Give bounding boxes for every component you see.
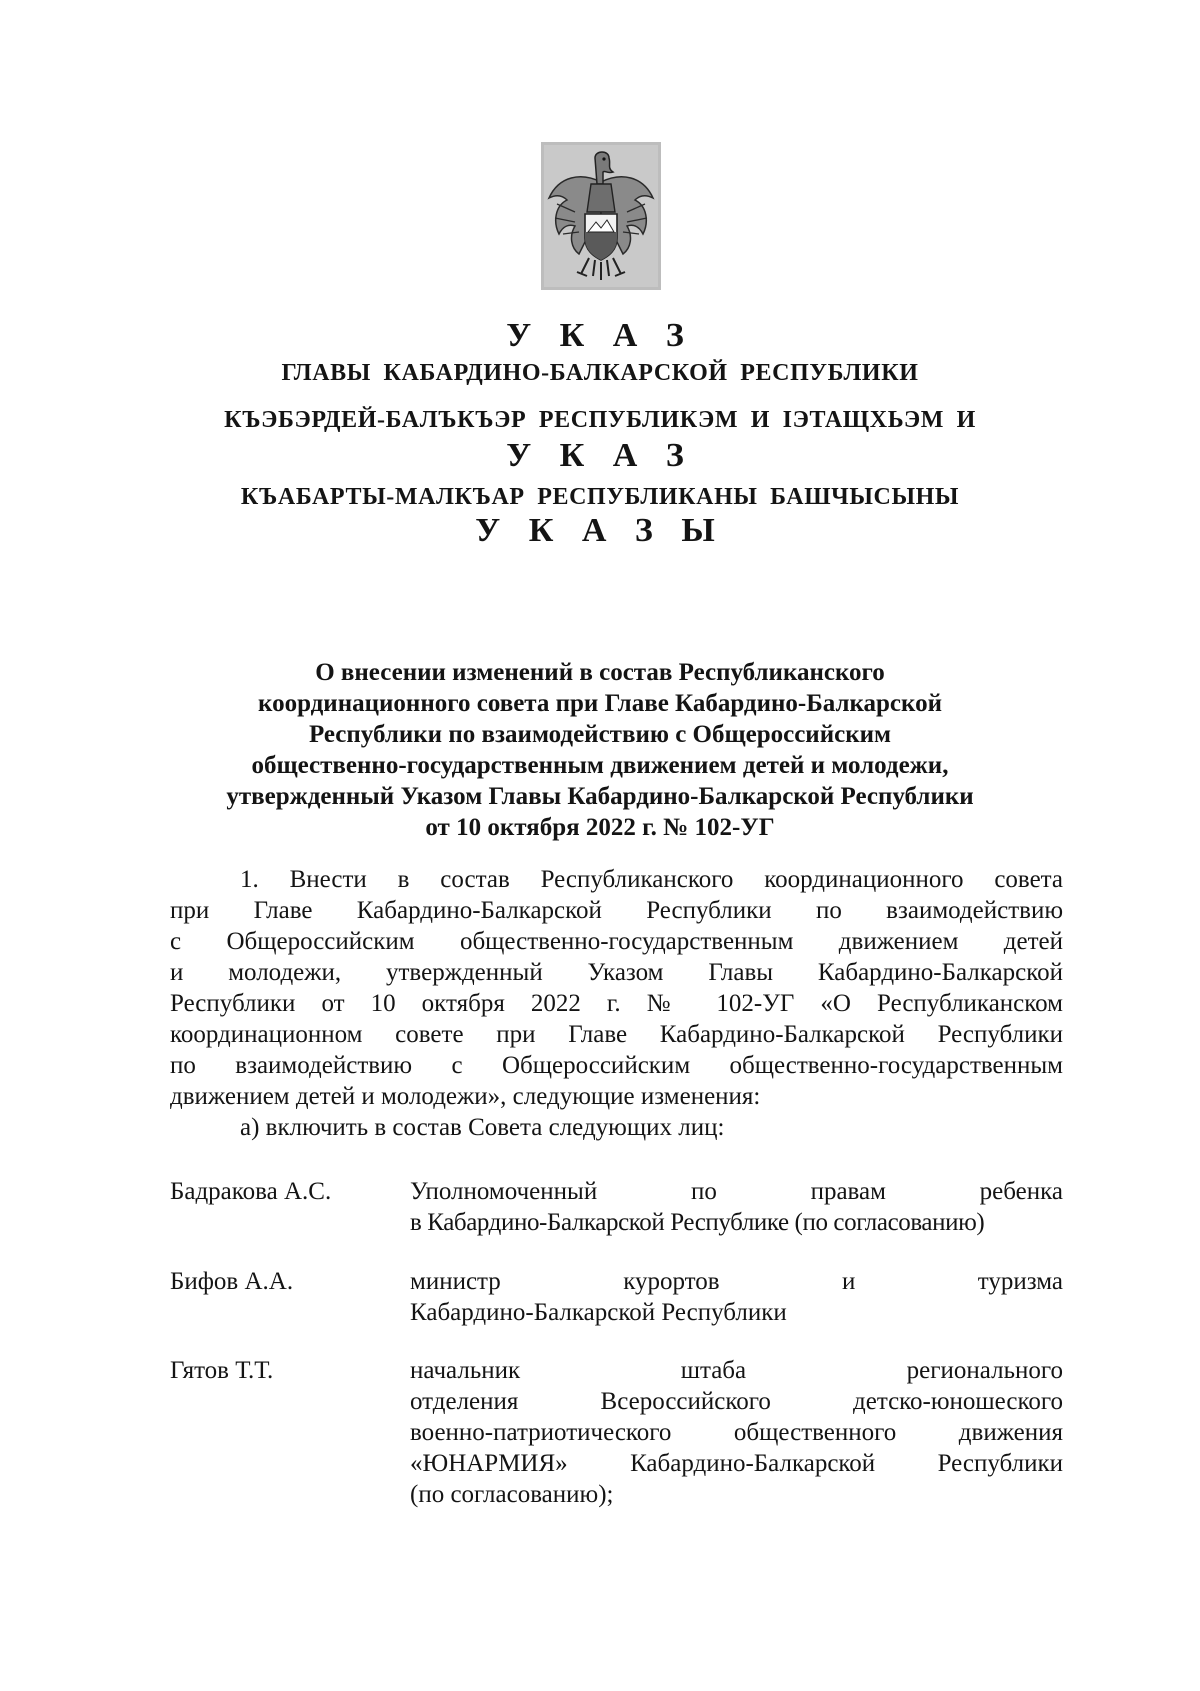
position-line: Уполномоченный по правам ребенка [410,1178,1063,1205]
issuer-line-russian: ГЛАВЫ КАБАРДИНО-БАЛКАРСКОЙ РЕСПУБЛИКИ [281,360,919,386]
member-name: Бадракова А.С. [170,1178,332,1205]
position-line: начальник штаба регионального [410,1357,1063,1384]
member-position [410,1355,1063,1510]
subject-line: Республики по взаимодействию с Общероссийским [308,721,892,748]
position-line: военно-патриотического общественного движения [410,1419,1063,1446]
paragraph-line: координационном совете при Главе Кабардино-Балкарской Республики [170,1021,1063,1048]
paragraph-line: 1. Внести в состав Республиканского координационного совета [240,866,1063,893]
paragraph-line: с Общероссийским общественно-государственным движением детей [170,928,1063,955]
member-name: Бифов А.А. [170,1268,294,1295]
member-position [410,1266,1063,1328]
ukaz-title-balkar: У К А З Ы [475,512,725,549]
subject-line: О внесении изменений в состав Республиканского [315,659,885,686]
subject-line: от 10 октября 2022 г. № 102-УГ [425,814,775,841]
ukaz-title: У К А З [506,317,694,354]
issuer-line-balkar: КЪАБАРТЫ-МАЛКЪАР РЕСПУБЛИКАНЫ БАШЧЫСЫНЫ [240,484,960,510]
kbr-coat-of-arms-icon [541,142,661,290]
paragraph-line: и молодежи, утвержденный Указом Главы Кабардино-Балкарской [170,959,1063,986]
position-line: Кабардино-Балкарской Республики [410,1299,787,1326]
paragraph-1 [170,864,1063,1112]
paragraph-line: движением детей и молодежи», следующие изменения: [170,1083,761,1110]
member-position [410,1176,1063,1238]
position-line: (по согласованию); [410,1481,614,1508]
position-line: в Кабардино-Балкарской Республике (по согласованию) [410,1209,985,1236]
issuer-line-kabardian: КЪЭБЭРДЕЙ-БАЛЪКЪЭР РЕСПУБЛИКЭМ И IЭТАЩХЬЭМ И [224,407,976,433]
paragraph-line: при Главе Кабардино-Балкарской Республики по взаимодействию [170,897,1063,924]
subject-line: общественно-государственным движением детей и молодежи, [251,752,949,779]
member-name: Гятов Т.Т. [170,1357,274,1384]
decree-subject [160,657,1040,843]
paragraph-line: Республики от 10 октября 2022 г. № 102-УГ «О Республиканском [170,990,1063,1017]
subject-line: координационного совета при Главе Кабардино-Балкарской [258,690,942,717]
position-line: «ЮНАРМИЯ» Кабардино-Балкарской Республики [410,1450,1063,1477]
position-line: отделения Всероссийского детско-юношеского [410,1388,1063,1415]
subject-line: утвержденный Указом Главы Кабардино-Балкарской Республики [226,783,974,810]
paragraph-line: по взаимодействию с Общероссийским общественно-государственным [170,1052,1063,1079]
ukaz-title-kabardian: У К А З [506,437,694,474]
position-line: министр курортов и туризма [410,1268,1063,1295]
subitem-a: а) включить в состав Совета следующих лиц: [240,1114,725,1141]
